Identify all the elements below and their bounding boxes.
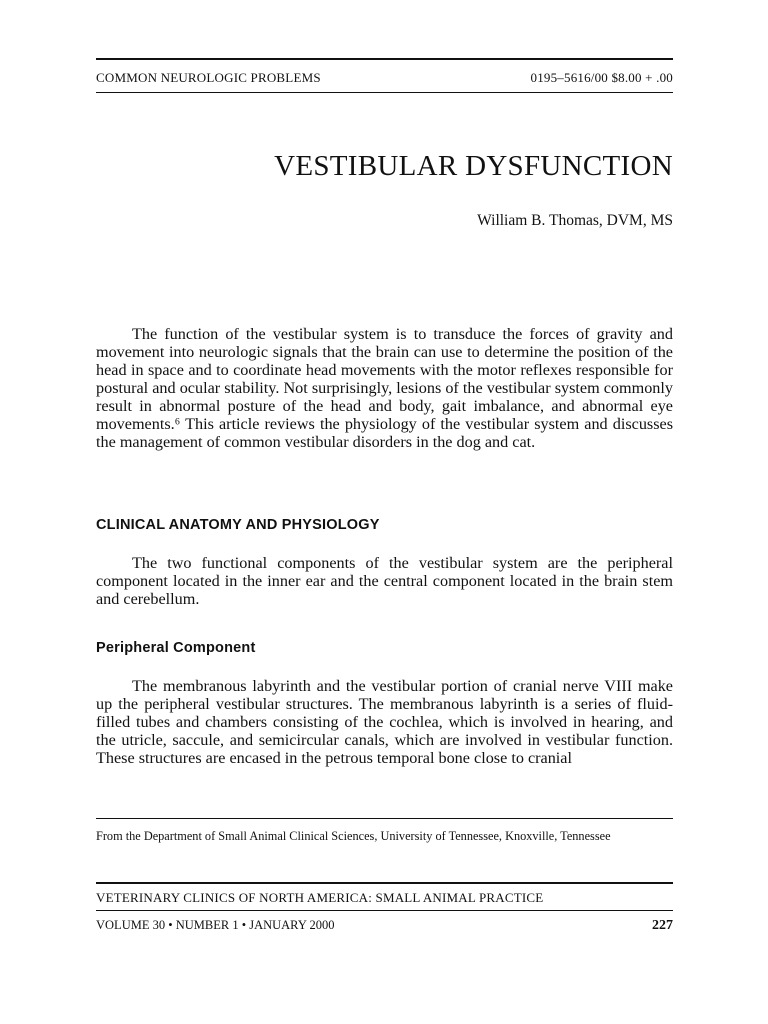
volume-info: VOLUME 30 • NUMBER 1 • JANUARY 2000 xyxy=(96,918,335,932)
volume-row xyxy=(96,918,673,934)
header-top-rule xyxy=(96,58,673,60)
footnote-rule xyxy=(96,818,673,819)
journal-title: VETERINARY CLINICS OF NORTH AMERICA: SMALL ANIMAL PRACTICE xyxy=(96,890,544,905)
page-number: 227 xyxy=(652,918,673,933)
section-heading-peripheral: Peripheral Component xyxy=(96,640,256,656)
article-author: William B. Thomas, DVM, MS xyxy=(477,212,673,229)
section-heading-anatomy: CLINICAL ANATOMY AND PHYSIOLOGY xyxy=(96,517,380,533)
intro-paragraph: The function of the vestibular system is to transduce the forces of gravity and movement into neurologic signals that the brain can use to determine the position of the head in space and to coordinate head movements with the motor reflexes responsible for postural and ocular stability. Not surprisingly, lesions of the vestibular system commonly result in abnormal posture of the head and body, gait imbalance, and abnormal eye movements.⁶ This article reviews the physiology of the vestibular system and discusses the management of common vestibular disorders in the dog and cat. xyxy=(96,325,673,451)
running-header xyxy=(96,70,673,86)
affiliation-footnote: From the Department of Small Animal Clinical Sciences, University of Tennessee, Knoxville, Tennessee xyxy=(96,829,611,843)
footer-top-rule xyxy=(96,882,673,884)
header-issn-price: 0195–5616/00 $8.00 + .00 xyxy=(530,70,673,85)
footer-middle-rule xyxy=(96,910,673,911)
header-series-title: COMMON NEUROLOGIC PROBLEMS xyxy=(96,70,321,85)
anatomy-paragraph: The two functional components of the vestibular system are the peripheral component located in the inner ear and the central component located in the brain stem and cerebellum. xyxy=(96,554,673,608)
peripheral-paragraph: The membranous labyrinth and the vestibular portion of cranial nerve VIII make up the peripheral vestibular structures. The membranous labyrinth is a series of fluid-filled tubes and chambers consisting of the cochlea, which is involved in hearing, and the utricle, saccule, and semicircular canals, which are involved in vestibular function. These structures are encased in the petrous temporal bone close to cranial xyxy=(96,677,673,767)
header-bottom-rule xyxy=(96,92,673,93)
article-title: VESTIBULAR DYSFUNCTION xyxy=(274,150,673,182)
